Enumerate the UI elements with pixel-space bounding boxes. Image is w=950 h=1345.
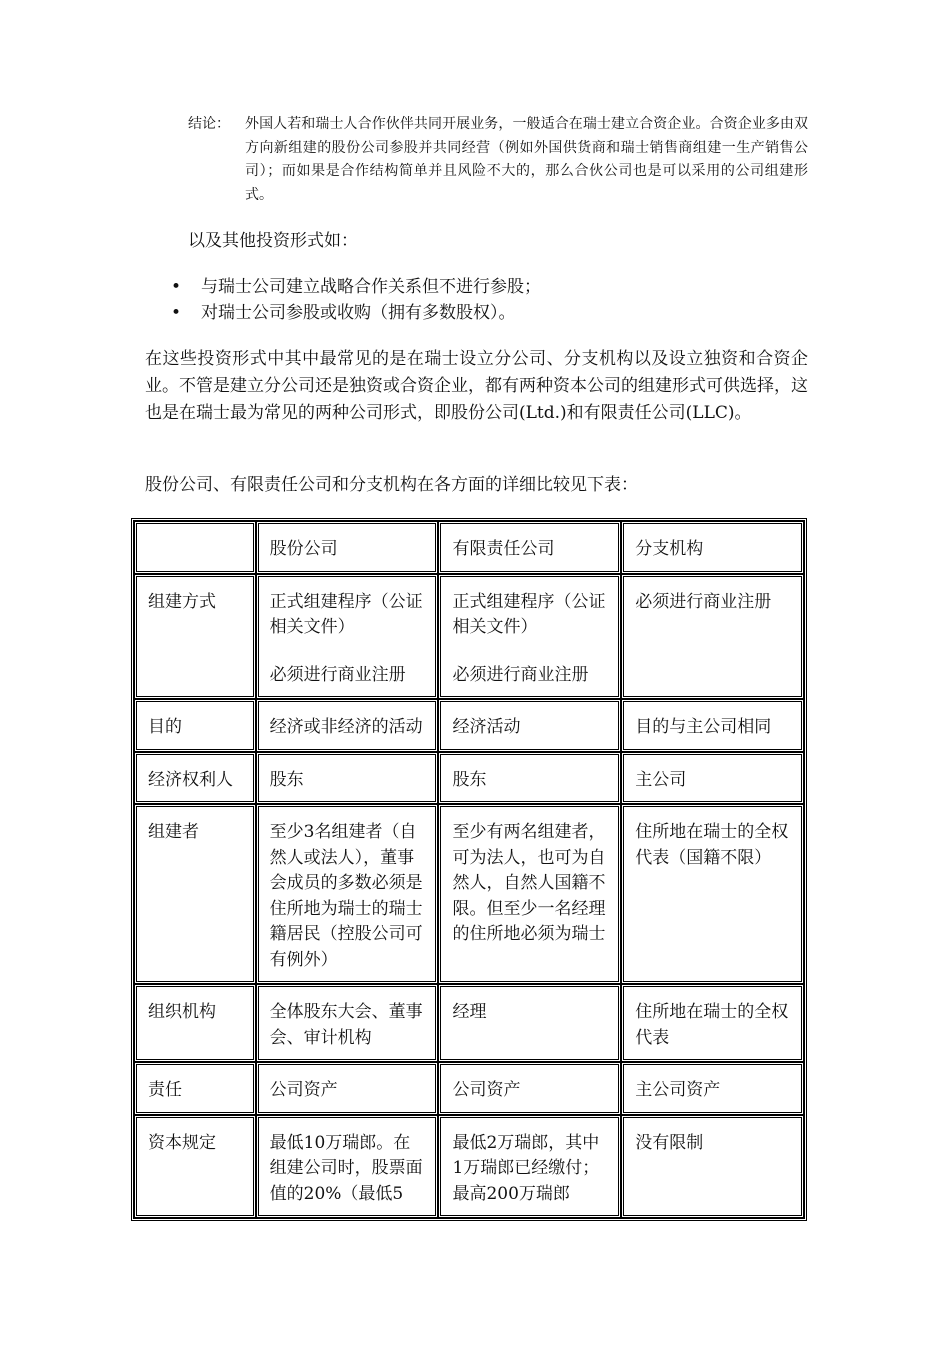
cell-llc: 至少有两名组建者，可为法人，也可为自然人，自然人国籍不限。但至少一名经理的住所地必须为瑞士 bbox=[438, 804, 621, 984]
cell-ag-line: 必须进行商业注册 bbox=[269, 664, 406, 685]
list-item bbox=[171, 274, 541, 300]
row-label: 组建方式 bbox=[134, 574, 256, 700]
table-row bbox=[134, 752, 804, 805]
body-paragraph: 在这些投资形式中其中最常见的是在瑞士设立分公司、分支机构以及设立独资和合资企业。不管是建立分公司还是独资或合资企业，都有两种资本公司的组建形式可供选择，这也是在瑞士最为常见的两种公司形式，即股份公司(Ltd.)和有限责任公司(LLC)。 bbox=[145, 349, 808, 423]
cell-branch: 必须进行商业注册 bbox=[621, 574, 804, 700]
cell-ag bbox=[256, 574, 439, 700]
row-label: 责任 bbox=[134, 1062, 256, 1115]
header-cell-empty bbox=[134, 521, 256, 574]
cell-ag: 公司资产 bbox=[256, 1062, 439, 1115]
table-header-row bbox=[134, 521, 804, 574]
conclusion-label: 结论： bbox=[188, 116, 230, 132]
table-row bbox=[134, 1115, 804, 1219]
bullet-icon: • bbox=[171, 277, 182, 297]
header-cell-branch: 分支机构 bbox=[621, 521, 804, 574]
table-row bbox=[134, 1062, 804, 1115]
comparison-table bbox=[131, 518, 807, 1221]
cell-llc-line: 必须进行商业注册 bbox=[452, 664, 589, 685]
cell-llc: 公司资产 bbox=[438, 1062, 621, 1115]
row-label: 资本规定 bbox=[134, 1115, 256, 1219]
cell-ag: 经济或非经济的活动 bbox=[256, 699, 439, 752]
table-row bbox=[134, 984, 804, 1062]
table-row bbox=[134, 574, 804, 700]
cell-llc-line: 正式组建程序（公证相关文件） bbox=[452, 591, 606, 637]
table-row bbox=[134, 699, 804, 752]
cell-branch: 没有限制 bbox=[621, 1115, 804, 1219]
cell-llc: 经理 bbox=[438, 984, 621, 1062]
list-item-text: 对瑞士公司参股或收购（拥有多数股权）。 bbox=[201, 303, 516, 323]
list-item-text: 与瑞士公司建立战略合作关系但不进行参股； bbox=[201, 277, 541, 297]
cell-branch: 目的与主公司相同 bbox=[621, 699, 804, 752]
row-label: 经济权利人 bbox=[134, 752, 256, 805]
list-item bbox=[171, 300, 541, 326]
cell-llc: 股东 bbox=[438, 752, 621, 805]
investment-forms-list bbox=[171, 274, 541, 326]
header-cell-llc: 有限责任公司 bbox=[438, 521, 621, 574]
cell-ag: 最低10万瑞郎。在组建公司时，股票面值的20%（最低5 bbox=[256, 1115, 439, 1219]
cell-ag-line: 正式组建程序（公证相关文件） bbox=[269, 591, 423, 637]
cell-branch: 主公司 bbox=[621, 752, 804, 805]
cell-ag: 全体股东大会、董事会、审计机构 bbox=[256, 984, 439, 1062]
other-forms-intro: 以及其他投资形式如： bbox=[188, 231, 358, 251]
cell-branch: 住所地在瑞士的全权代表（国籍不限） bbox=[621, 804, 804, 984]
cell-branch: 主公司资产 bbox=[621, 1062, 804, 1115]
cell-llc: 经济活动 bbox=[438, 699, 621, 752]
cell-branch: 住所地在瑞士的全权代表 bbox=[621, 984, 804, 1062]
table-row bbox=[134, 804, 804, 984]
cell-ag: 至少3名组建者（自然人或法人），董事会成员的多数必须是住所地为瑞士的瑞士籍居民（控股公司可有例外） bbox=[256, 804, 439, 984]
row-label: 目的 bbox=[134, 699, 256, 752]
table-intro: 股份公司、有限责任公司和分支机构在各方面的详细比较见下表： bbox=[145, 475, 638, 495]
conclusion-text: 外国人若和瑞士人合作伙伴共同开展业务，一般适合在瑞士建立合资企业。合资企业多由双方向新组建的股份公司参股并共同经营（例如外国供货商和瑞士销售商组建一生产销售公司）；而如果是合作结构简单并且风险不大的，那么合伙公司也是可以采用的公司组建形式。 bbox=[245, 116, 808, 203]
row-label: 组织机构 bbox=[134, 984, 256, 1062]
bullet-icon: • bbox=[171, 303, 182, 323]
row-label: 组建者 bbox=[134, 804, 256, 984]
cell-ag: 股东 bbox=[256, 752, 439, 805]
cell-llc: 最低2万瑞郎，其中1万瑞郎已经缴付；最高200万瑞郎 bbox=[438, 1115, 621, 1219]
conclusion-block bbox=[188, 113, 808, 207]
header-cell-ag: 股份公司 bbox=[256, 521, 439, 574]
cell-llc bbox=[438, 574, 621, 700]
